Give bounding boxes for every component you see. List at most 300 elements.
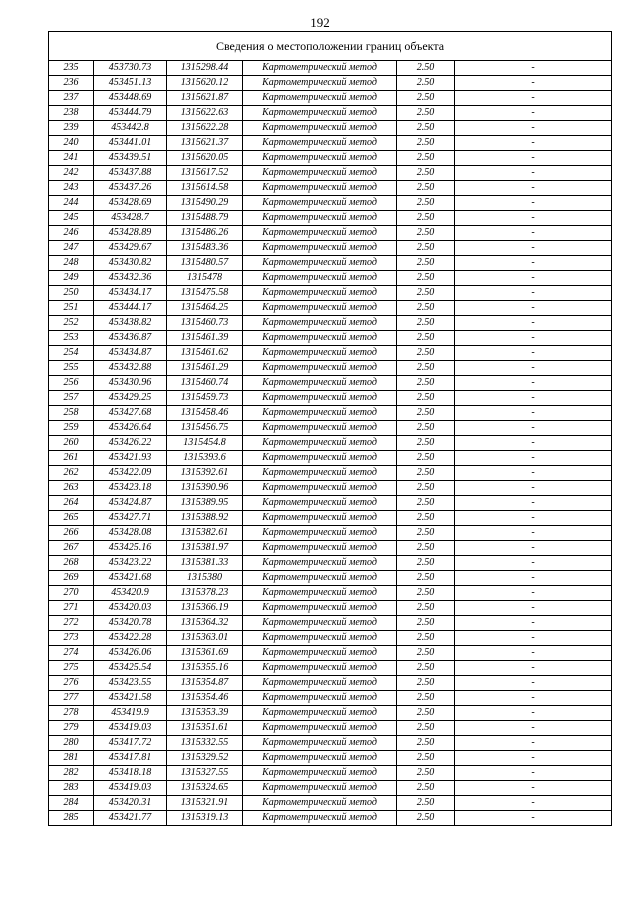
point-number-cell: 283 <box>49 781 94 796</box>
method-cell: Картометрический метод <box>243 121 397 136</box>
point-number-cell: 237 <box>49 91 94 106</box>
method-cell: Картометрический метод <box>243 316 397 331</box>
y-coordinate-cell: 1315614.58 <box>167 181 243 196</box>
accuracy-cell: 2.50 <box>397 91 455 106</box>
x-coordinate-cell: 453420.9 <box>94 586 167 601</box>
point-number-cell: 277 <box>49 691 94 706</box>
table-row <box>49 811 612 826</box>
accuracy-cell: 2.50 <box>397 406 455 421</box>
table-row <box>49 61 612 76</box>
y-coordinate-cell: 1315319.13 <box>167 811 243 826</box>
x-coordinate-cell: 453439.51 <box>94 151 167 166</box>
y-coordinate-cell: 1315622.63 <box>167 106 243 121</box>
description-cell: - <box>455 736 612 751</box>
x-coordinate-cell: 453429.25 <box>94 391 167 406</box>
point-number-cell: 251 <box>49 301 94 316</box>
x-coordinate-cell: 453444.17 <box>94 301 167 316</box>
x-coordinate-cell: 453420.31 <box>94 796 167 811</box>
table-row <box>49 166 612 181</box>
accuracy-cell: 2.50 <box>397 631 455 646</box>
y-coordinate-cell: 1315298.44 <box>167 61 243 76</box>
point-number-cell: 276 <box>49 676 94 691</box>
method-cell: Картометрический метод <box>243 436 397 451</box>
y-coordinate-cell: 1315461.39 <box>167 331 243 346</box>
point-number-cell: 262 <box>49 466 94 481</box>
description-cell: - <box>455 436 612 451</box>
point-number-cell: 261 <box>49 451 94 466</box>
description-cell: - <box>455 601 612 616</box>
method-cell: Картометрический метод <box>243 511 397 526</box>
point-number-cell: 264 <box>49 496 94 511</box>
method-cell: Картометрический метод <box>243 61 397 76</box>
y-coordinate-cell: 1315483.36 <box>167 241 243 256</box>
table-row <box>49 136 612 151</box>
table-header-row <box>49 32 612 61</box>
description-cell: - <box>455 376 612 391</box>
point-number-cell: 236 <box>49 76 94 91</box>
method-cell: Картометрический метод <box>243 706 397 721</box>
accuracy-cell: 2.50 <box>397 331 455 346</box>
x-coordinate-cell: 453425.16 <box>94 541 167 556</box>
x-coordinate-cell: 453423.18 <box>94 481 167 496</box>
description-cell: - <box>455 751 612 766</box>
y-coordinate-cell: 1315464.25 <box>167 301 243 316</box>
x-coordinate-cell: 453444.79 <box>94 106 167 121</box>
point-number-cell: 267 <box>49 541 94 556</box>
point-number-cell: 266 <box>49 526 94 541</box>
x-coordinate-cell: 453434.87 <box>94 346 167 361</box>
y-coordinate-cell: 1315617.52 <box>167 166 243 181</box>
accuracy-cell: 2.50 <box>397 136 455 151</box>
x-coordinate-cell: 453427.71 <box>94 511 167 526</box>
method-cell: Картометрический метод <box>243 421 397 436</box>
x-coordinate-cell: 453417.81 <box>94 751 167 766</box>
x-coordinate-cell: 453428.69 <box>94 196 167 211</box>
description-cell: - <box>455 676 612 691</box>
table-row <box>49 721 612 736</box>
x-coordinate-cell: 453429.67 <box>94 241 167 256</box>
accuracy-cell: 2.50 <box>397 451 455 466</box>
accuracy-cell: 2.50 <box>397 466 455 481</box>
description-cell: - <box>455 781 612 796</box>
x-coordinate-cell: 453421.93 <box>94 451 167 466</box>
description-cell: - <box>455 496 612 511</box>
table-row <box>49 196 612 211</box>
description-cell: - <box>455 406 612 421</box>
x-coordinate-cell: 453434.17 <box>94 286 167 301</box>
table-row <box>49 616 612 631</box>
method-cell: Картометрический метод <box>243 541 397 556</box>
table-row <box>49 271 612 286</box>
table-row <box>49 286 612 301</box>
table-row <box>49 511 612 526</box>
y-coordinate-cell: 1315475.58 <box>167 286 243 301</box>
method-cell: Картометрический метод <box>243 91 397 106</box>
description-cell: - <box>455 421 612 436</box>
method-cell: Картометрический метод <box>243 676 397 691</box>
point-number-cell: 282 <box>49 766 94 781</box>
y-coordinate-cell: 1315388.92 <box>167 511 243 526</box>
table-row <box>49 706 612 721</box>
x-coordinate-cell: 453441.01 <box>94 136 167 151</box>
y-coordinate-cell: 1315366.19 <box>167 601 243 616</box>
table-row <box>49 421 612 436</box>
table-row <box>49 436 612 451</box>
method-cell: Картометрический метод <box>243 151 397 166</box>
accuracy-cell: 2.50 <box>397 526 455 541</box>
x-coordinate-cell: 453432.36 <box>94 271 167 286</box>
table-row <box>49 466 612 481</box>
method-cell: Картометрический метод <box>243 256 397 271</box>
x-coordinate-cell: 453432.88 <box>94 361 167 376</box>
y-coordinate-cell: 1315355.16 <box>167 661 243 676</box>
method-cell: Картометрический метод <box>243 181 397 196</box>
method-cell: Картометрический метод <box>243 346 397 361</box>
accuracy-cell: 2.50 <box>397 676 455 691</box>
description-cell: - <box>455 271 612 286</box>
accuracy-cell: 2.50 <box>397 571 455 586</box>
y-coordinate-cell: 1315390.96 <box>167 481 243 496</box>
method-cell: Картометрический метод <box>243 646 397 661</box>
x-coordinate-cell: 453419.9 <box>94 706 167 721</box>
method-cell: Картометрический метод <box>243 451 397 466</box>
y-coordinate-cell: 1315361.69 <box>167 646 243 661</box>
y-coordinate-cell: 1315622.28 <box>167 121 243 136</box>
method-cell: Картометрический метод <box>243 406 397 421</box>
accuracy-cell: 2.50 <box>397 661 455 676</box>
accuracy-cell: 2.50 <box>397 541 455 556</box>
table-row <box>49 586 612 601</box>
point-number-cell: 250 <box>49 286 94 301</box>
point-number-cell: 244 <box>49 196 94 211</box>
description-cell: - <box>455 796 612 811</box>
x-coordinate-cell: 453417.72 <box>94 736 167 751</box>
point-number-cell: 249 <box>49 271 94 286</box>
accuracy-cell: 2.50 <box>397 181 455 196</box>
method-cell: Картометрический метод <box>243 556 397 571</box>
point-number-cell: 273 <box>49 631 94 646</box>
description-cell: - <box>455 511 612 526</box>
table-row <box>49 571 612 586</box>
point-number-cell: 268 <box>49 556 94 571</box>
point-number-cell: 259 <box>49 421 94 436</box>
method-cell: Картометрический метод <box>243 376 397 391</box>
point-number-cell: 247 <box>49 241 94 256</box>
accuracy-cell: 2.50 <box>397 211 455 226</box>
method-cell: Картометрический метод <box>243 691 397 706</box>
point-number-cell: 275 <box>49 661 94 676</box>
accuracy-cell: 2.50 <box>397 811 455 826</box>
accuracy-cell: 2.50 <box>397 286 455 301</box>
y-coordinate-cell: 1315621.87 <box>167 91 243 106</box>
accuracy-cell: 2.50 <box>397 376 455 391</box>
accuracy-cell: 2.50 <box>397 241 455 256</box>
y-coordinate-cell: 1315382.61 <box>167 526 243 541</box>
y-coordinate-cell: 1315454.8 <box>167 436 243 451</box>
table-row <box>49 751 612 766</box>
method-cell: Картометрический метод <box>243 526 397 541</box>
y-coordinate-cell: 1315380 <box>167 571 243 586</box>
method-cell: Картометрический метод <box>243 241 397 256</box>
description-cell: - <box>455 391 612 406</box>
y-coordinate-cell: 1315378.23 <box>167 586 243 601</box>
y-coordinate-cell: 1315486.26 <box>167 226 243 241</box>
x-coordinate-cell: 453437.88 <box>94 166 167 181</box>
x-coordinate-cell: 453420.03 <box>94 601 167 616</box>
table-row <box>49 121 612 136</box>
x-coordinate-cell: 453424.87 <box>94 496 167 511</box>
table-row <box>49 646 612 661</box>
table-row <box>49 481 612 496</box>
x-coordinate-cell: 453428.08 <box>94 526 167 541</box>
accuracy-cell: 2.50 <box>397 196 455 211</box>
y-coordinate-cell: 1315364.32 <box>167 616 243 631</box>
table-row <box>49 301 612 316</box>
y-coordinate-cell: 1315458.46 <box>167 406 243 421</box>
y-coordinate-cell: 1315456.75 <box>167 421 243 436</box>
method-cell: Картометрический метод <box>243 466 397 481</box>
table-row <box>49 676 612 691</box>
description-cell: - <box>455 76 612 91</box>
point-number-cell: 272 <box>49 616 94 631</box>
method-cell: Картометрический метод <box>243 631 397 646</box>
y-coordinate-cell: 1315488.79 <box>167 211 243 226</box>
description-cell: - <box>455 91 612 106</box>
method-cell: Картометрический метод <box>243 721 397 736</box>
x-coordinate-cell: 453422.28 <box>94 631 167 646</box>
x-coordinate-cell: 453423.22 <box>94 556 167 571</box>
table-row <box>49 181 612 196</box>
y-coordinate-cell: 1315461.29 <box>167 361 243 376</box>
description-cell: - <box>455 616 612 631</box>
description-cell: - <box>455 166 612 181</box>
accuracy-cell: 2.50 <box>397 121 455 136</box>
method-cell: Картометрический метод <box>243 271 397 286</box>
accuracy-cell: 2.50 <box>397 721 455 736</box>
y-coordinate-cell: 1315460.74 <box>167 376 243 391</box>
y-coordinate-cell: 1315354.87 <box>167 676 243 691</box>
x-coordinate-cell: 453422.09 <box>94 466 167 481</box>
x-coordinate-cell: 453428.7 <box>94 211 167 226</box>
x-coordinate-cell: 453730.73 <box>94 61 167 76</box>
accuracy-cell: 2.50 <box>397 766 455 781</box>
method-cell: Картометрический метод <box>243 781 397 796</box>
x-coordinate-cell: 453420.78 <box>94 616 167 631</box>
method-cell: Картометрический метод <box>243 496 397 511</box>
table-row <box>49 316 612 331</box>
x-coordinate-cell: 453419.03 <box>94 721 167 736</box>
accuracy-cell: 2.50 <box>397 796 455 811</box>
description-cell: - <box>455 721 612 736</box>
method-cell: Картометрический метод <box>243 196 397 211</box>
y-coordinate-cell: 1315321.91 <box>167 796 243 811</box>
accuracy-cell: 2.50 <box>397 601 455 616</box>
x-coordinate-cell: 453419.03 <box>94 781 167 796</box>
method-cell: Картометрический метод <box>243 616 397 631</box>
point-number-cell: 254 <box>49 346 94 361</box>
x-coordinate-cell: 453427.68 <box>94 406 167 421</box>
table-row <box>49 631 612 646</box>
description-cell: - <box>455 586 612 601</box>
description-cell: - <box>455 706 612 721</box>
table-row <box>49 541 612 556</box>
method-cell: Картометрический метод <box>243 586 397 601</box>
x-coordinate-cell: 453421.58 <box>94 691 167 706</box>
point-number-cell: 255 <box>49 361 94 376</box>
x-coordinate-cell: 453448.69 <box>94 91 167 106</box>
point-number-cell: 274 <box>49 646 94 661</box>
method-cell: Картометрический метод <box>243 571 397 586</box>
y-coordinate-cell: 1315621.37 <box>167 136 243 151</box>
x-coordinate-cell: 453426.22 <box>94 436 167 451</box>
description-cell: - <box>455 226 612 241</box>
accuracy-cell: 2.50 <box>397 436 455 451</box>
table-row <box>49 106 612 121</box>
table-row <box>49 226 612 241</box>
y-coordinate-cell: 1315459.73 <box>167 391 243 406</box>
accuracy-cell: 2.50 <box>397 166 455 181</box>
description-cell: - <box>455 526 612 541</box>
description-cell: - <box>455 466 612 481</box>
accuracy-cell: 2.50 <box>397 646 455 661</box>
accuracy-cell: 2.50 <box>397 61 455 76</box>
table-row <box>49 451 612 466</box>
table-row <box>49 766 612 781</box>
method-cell: Картометрический метод <box>243 301 397 316</box>
accuracy-cell: 2.50 <box>397 346 455 361</box>
accuracy-cell: 2.50 <box>397 556 455 571</box>
y-coordinate-cell: 1315389.95 <box>167 496 243 511</box>
point-number-cell: 265 <box>49 511 94 526</box>
point-number-cell: 248 <box>49 256 94 271</box>
description-cell: - <box>455 346 612 361</box>
description-cell: - <box>455 256 612 271</box>
table-row <box>49 601 612 616</box>
description-cell: - <box>455 766 612 781</box>
method-cell: Картометрический метод <box>243 106 397 121</box>
point-number-cell: 263 <box>49 481 94 496</box>
x-coordinate-cell: 453426.64 <box>94 421 167 436</box>
table-title: Сведения о местоположении границ объекта <box>49 32 612 61</box>
table-row <box>49 151 612 166</box>
y-coordinate-cell: 1315354.46 <box>167 691 243 706</box>
page-number: 192 <box>310 15 330 30</box>
accuracy-cell: 2.50 <box>397 316 455 331</box>
description-cell: - <box>455 556 612 571</box>
y-coordinate-cell: 1315392.61 <box>167 466 243 481</box>
accuracy-cell: 2.50 <box>397 706 455 721</box>
table-row <box>49 361 612 376</box>
point-number-cell: 239 <box>49 121 94 136</box>
y-coordinate-cell: 1315324.65 <box>167 781 243 796</box>
y-coordinate-cell: 1315353.39 <box>167 706 243 721</box>
point-number-cell: 279 <box>49 721 94 736</box>
description-cell: - <box>455 301 612 316</box>
method-cell: Картометрический метод <box>243 391 397 406</box>
accuracy-cell: 2.50 <box>397 226 455 241</box>
table-row <box>49 256 612 271</box>
method-cell: Картометрический метод <box>243 601 397 616</box>
point-number-cell: 284 <box>49 796 94 811</box>
method-cell: Картометрический метод <box>243 796 397 811</box>
description-cell: - <box>455 646 612 661</box>
x-coordinate-cell: 453421.77 <box>94 811 167 826</box>
table-row <box>49 406 612 421</box>
method-cell: Картометрический метод <box>243 166 397 181</box>
point-number-cell: 269 <box>49 571 94 586</box>
table-row <box>49 376 612 391</box>
table-row <box>49 241 612 256</box>
x-coordinate-cell: 453438.82 <box>94 316 167 331</box>
description-cell: - <box>455 121 612 136</box>
y-coordinate-cell: 1315620.12 <box>167 76 243 91</box>
accuracy-cell: 2.50 <box>397 496 455 511</box>
y-coordinate-cell: 1315381.33 <box>167 556 243 571</box>
table-row <box>49 661 612 676</box>
method-cell: Картометрический метод <box>243 76 397 91</box>
description-cell: - <box>455 106 612 121</box>
y-coordinate-cell: 1315351.61 <box>167 721 243 736</box>
table-row <box>49 496 612 511</box>
accuracy-cell: 2.50 <box>397 481 455 496</box>
accuracy-cell: 2.50 <box>397 391 455 406</box>
point-number-cell: 235 <box>49 61 94 76</box>
accuracy-cell: 2.50 <box>397 151 455 166</box>
table-row <box>49 346 612 361</box>
description-cell: - <box>455 691 612 706</box>
x-coordinate-cell: 453421.68 <box>94 571 167 586</box>
method-cell: Картометрический метод <box>243 286 397 301</box>
accuracy-cell: 2.50 <box>397 586 455 601</box>
description-cell: - <box>455 211 612 226</box>
point-number-cell: 246 <box>49 226 94 241</box>
method-cell: Картометрический метод <box>243 481 397 496</box>
y-coordinate-cell: 1315460.73 <box>167 316 243 331</box>
x-coordinate-cell: 453428.89 <box>94 226 167 241</box>
point-number-cell: 240 <box>49 136 94 151</box>
table-row <box>49 796 612 811</box>
description-cell: - <box>455 286 612 301</box>
point-number-cell: 253 <box>49 331 94 346</box>
point-number-cell: 252 <box>49 316 94 331</box>
accuracy-cell: 2.50 <box>397 751 455 766</box>
boundary-table <box>48 31 612 826</box>
accuracy-cell: 2.50 <box>397 271 455 286</box>
description-cell: - <box>455 151 612 166</box>
table-row <box>49 526 612 541</box>
table-row <box>49 736 612 751</box>
accuracy-cell: 2.50 <box>397 736 455 751</box>
x-coordinate-cell: 453436.87 <box>94 331 167 346</box>
x-coordinate-cell: 453418.18 <box>94 766 167 781</box>
x-coordinate-cell: 453423.55 <box>94 676 167 691</box>
description-cell: - <box>455 316 612 331</box>
y-coordinate-cell: 1315332.55 <box>167 736 243 751</box>
x-coordinate-cell: 453430.82 <box>94 256 167 271</box>
description-cell: - <box>455 181 612 196</box>
description-cell: - <box>455 361 612 376</box>
point-number-cell: 270 <box>49 586 94 601</box>
point-number-cell: 285 <box>49 811 94 826</box>
description-cell: - <box>455 136 612 151</box>
description-cell: - <box>455 241 612 256</box>
table-row <box>49 211 612 226</box>
y-coordinate-cell: 1315327.55 <box>167 766 243 781</box>
method-cell: Картометрический метод <box>243 736 397 751</box>
method-cell: Картометрический метод <box>243 811 397 826</box>
description-cell: - <box>455 811 612 826</box>
point-number-cell: 238 <box>49 106 94 121</box>
